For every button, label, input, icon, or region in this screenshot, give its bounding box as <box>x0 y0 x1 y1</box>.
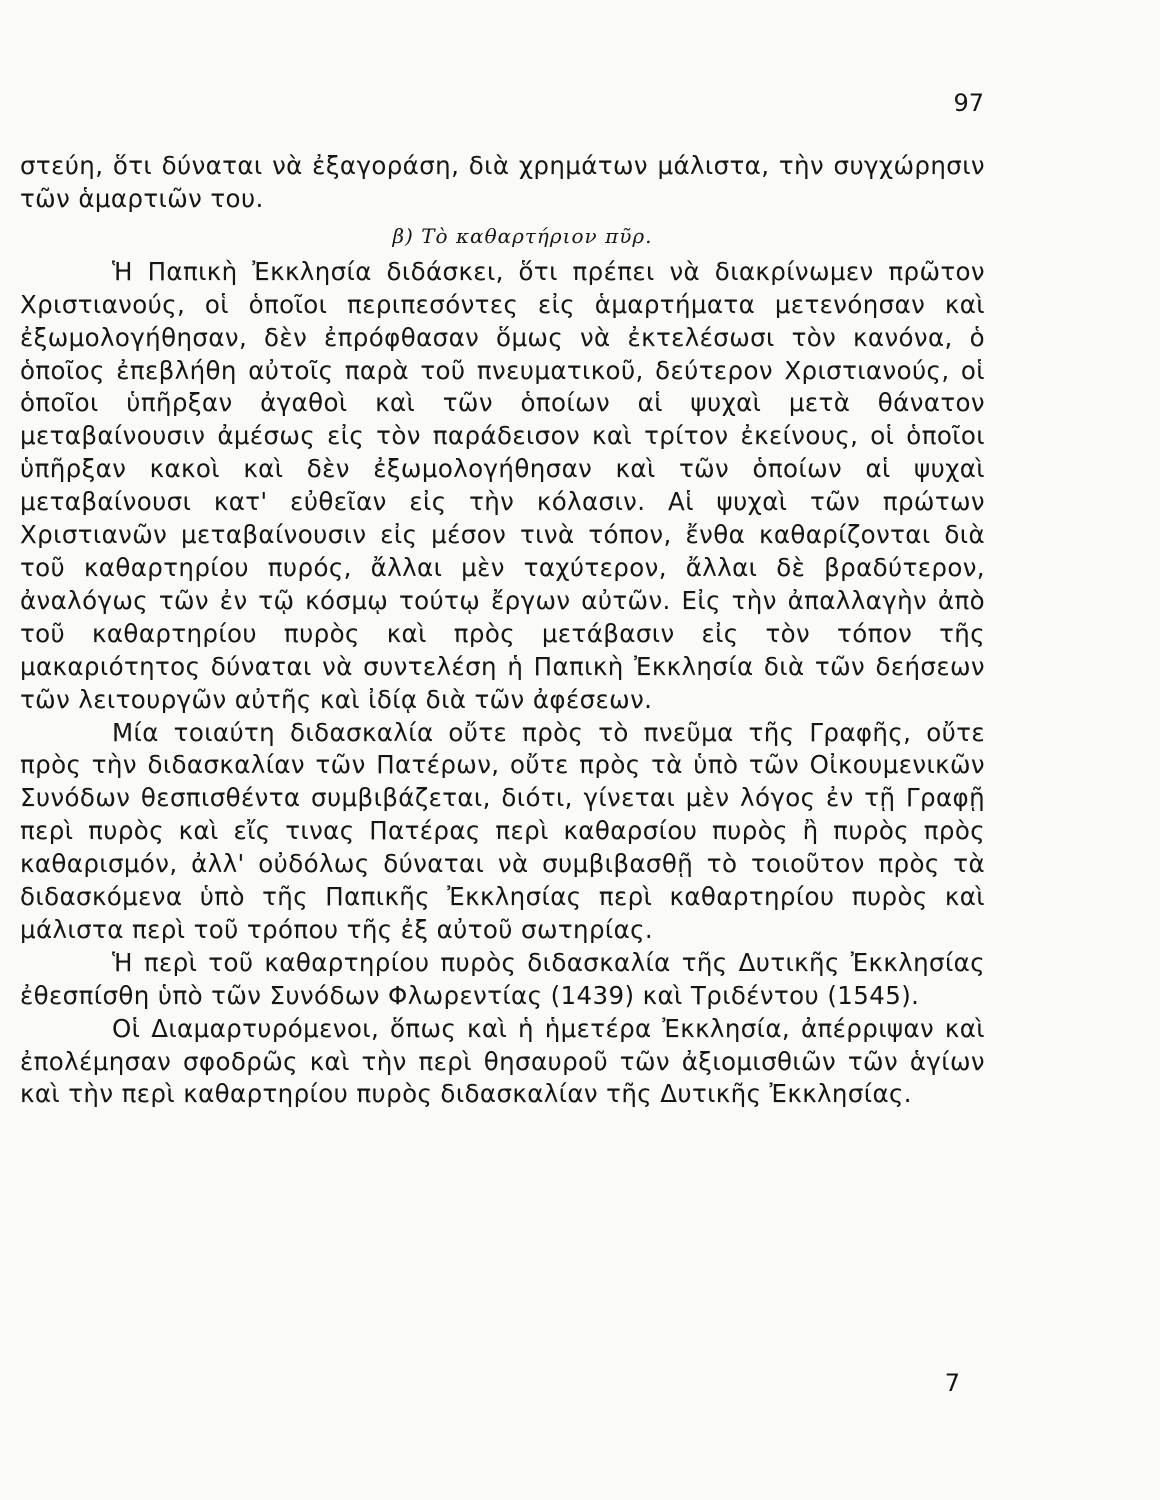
signature-mark: 7 <box>944 1369 960 1397</box>
page-number: 97 <box>953 89 984 117</box>
page-body <box>20 150 985 1111</box>
paragraph-protestants: Οἱ Διαμαρτυρόμενοι, ὅπως καὶ ἡ ἡμετέρα Ἐκκλησία, ἀπέρριψαν καὶ ἐπολέμησαν σφοδρῶς καὶ τὴν περὶ θησαυροῦ τῶν ἀξιομισθιῶν τῶν ἁγίων καὶ τὴν περὶ καθαρτηρίου πυρὸς διδασκαλίαν τῆς Δυτικῆς Ἐκκλησίας. <box>20 1013 985 1109</box>
paragraph-councils: Ἡ περὶ τοῦ καθαρτηρίου πυρὸς διδασκαλία τῆς Δυτικῆς Ἐκκλησίας ἐθεσπίσθη ὑπὸ τῶν Συνόδων Φλωρεντίας (1439) καὶ Τριδέντου (1545). <box>20 947 985 1010</box>
section-heading: β) Τὸ καθαρτήριον πῦρ. <box>392 223 653 248</box>
paragraph-scripture-critique: Μία τοιαύτη διδασκαλία οὔτε πρὸς τὸ πνεῦμα τῆς Γραφῆς, οὔτε πρὸς τὴν διδασκαλίαν τῶν Πατέρων, οὔτε πρὸς τὰ ὑπὸ τῶν Οἰκουμενικῶν Συνόδων θεσπισθέντα συμβιβάζεται, διότι, γίνεται μὲν λόγος ἐν τῇ Γραφῇ περὶ πυρὸς καὶ εἴς τινας Πατέρας περὶ καθαρσίου πυρὸς ἢ πυρὸς πρὸς καθαρισμόν, ἀλλ' οὐδόλως δύναται νὰ συμβιβασθῇ τὸ τοιοῦτον πρὸς τὰ διδασκόμενα ὑπὸ τῆς Παπικῆς Ἐκκλησίας περὶ καθαρτηρίου πυρὸς καὶ μάλιστα περὶ τοῦ τρόπου τῆς ἐξ αὐτοῦ σωτηρίας. <box>20 717 985 944</box>
opening-paragraph: στεύη, ὅτι δύναται νὰ ἐξαγοράση, διὰ χρημάτων μάλιστα, τὴν συγχώρησιν τῶν ἁμαρτιῶν του. <box>20 151 985 213</box>
paragraph-purgatory-doctrine: Ἡ Παπικὴ Ἐκκλησία διδάσκει, ὅτι πρέπει νὰ διακρίνωμεν πρῶτον Χριστιανούς, οἱ ὁποῖοι περιπεσόντες εἰς ἁμαρτήματα μετενόησαν καὶ ἐξωμολογήθησαν, δὲν ἐπρόφθασαν ὅμως νὰ ἐκτελέσωσι τὸν κανόνα, ὁ ὁποῖος ἐπεβλήθη αὐτοῖς παρὰ τοῦ πνευματικοῦ, δεύτερον Χριστιανούς, οἱ ὁποῖοι ὑπῆρξαν ἀγαθοὶ καὶ τῶν ὁποίων αἱ ψυχαὶ μετὰ θάνατον μεταβαίνουσιν ἀμέσως εἰς τὸν παράδεισον καὶ τρίτον ἐκείνους, οἱ ὁποῖοι ὑπῆρξαν κακοὶ καὶ δὲν ἐξωμολογήθησαν καὶ τῶν ὁποίων αἱ ψυχαὶ μεταβαίνουσι κατ' εὐθεῖαν εἰς τὴν κόλασιν. Αἱ ψυχαὶ τῶν πρώτων Χριστιανῶν μεταβαίνουσιν εἰς μέσον τινὰ τόπον, ἔνθα καθαρίζονται διὰ τοῦ καθαρτηρίου πυρός, ἄλλαι μὲν ταχύτερον, ἄλλαι δὲ βραδύτερον, ἀναλόγως τῶν ἐν τῷ κόσμῳ τούτῳ ἔργων αὐτῶν. Εἰς τὴν ἀπαλλαγὴν ἀπὸ τοῦ καθαρτηρίου πυρὸς καὶ πρὸς μετάβασιν εἰς τὸν τόπον τῆς μακαριότητος δύναται νὰ συντελέση ἡ Παπικὴ Ἐκκλησία διὰ τῶν δεήσεων τῶν λειτουργῶν αὐτῆς καὶ ἰδίᾳ διὰ τῶν ἀφέσεων. <box>20 256 985 714</box>
